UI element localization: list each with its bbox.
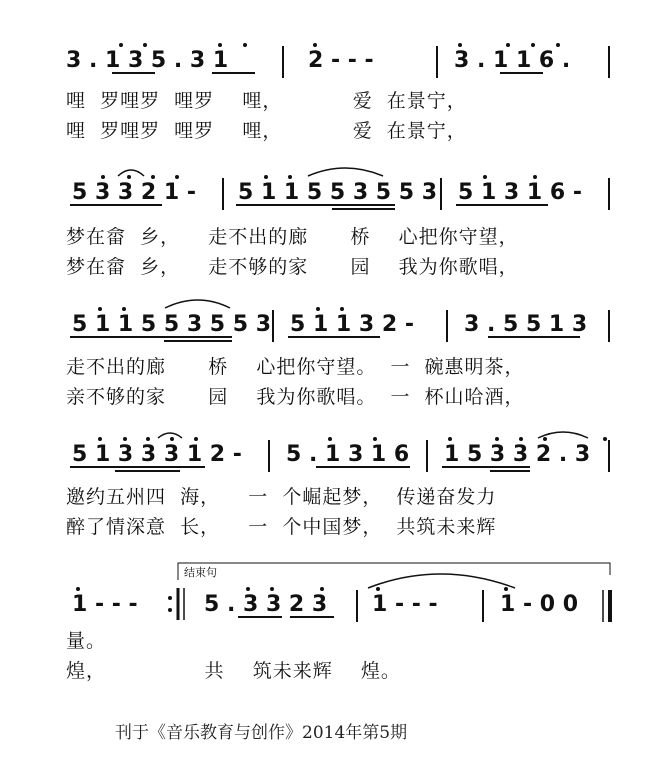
measure-5-notes: 5 1 1 5 5 3 5 5 3 — [238, 180, 438, 205]
lyrics-verse-2: 哩 罗哩罗 哩罗 哩， 爱 在景宁， — [66, 120, 467, 142]
lyrics-verse-2: 梦在畲 乡， 走不够的家 园 我为你歌唱， — [66, 256, 519, 278]
measure-16-notes: 1 - 0 0 — [500, 592, 579, 617]
barline — [482, 590, 484, 622]
lyrics-verse-1: 量。 — [66, 630, 107, 652]
measure-14-notes: 5 . 3 3 2 3 — [204, 592, 328, 617]
lyrics-verse-1: 邀约五州四 海， 一 个崛起梦， 传递奋发力 — [66, 486, 497, 508]
notation-row-3 — [0, 310, 665, 344]
barline — [282, 46, 284, 78]
barline — [436, 46, 438, 78]
lyrics-verse-2: 醉了情深意 长， 一 个中国梦， 共筑未来辉 — [66, 516, 497, 538]
measure-8-notes: 5 1 1 3 2 - — [290, 312, 414, 337]
barline — [608, 178, 610, 210]
measure-13-notes: 1 - - - — [72, 592, 138, 617]
barline — [446, 310, 448, 342]
barline — [608, 440, 610, 472]
barline — [356, 590, 358, 622]
barline — [272, 310, 274, 342]
barline — [268, 440, 270, 472]
barline — [608, 310, 610, 342]
measure-1-notes: 3 . 1 3 5 . 3 1 — [66, 48, 229, 73]
measure-12-notes: 1 5 3 3 2 . 3 — [444, 442, 591, 467]
measure-6-notes: 5 1 3 1 6 - — [458, 180, 582, 205]
measure-15-notes: 1 - - - — [372, 592, 438, 617]
notation-row-5 — [0, 590, 665, 624]
slur — [165, 300, 230, 308]
lyrics-verse-1: 走不出的廊 桥 心把你守望。 一 碗惠明茶， — [66, 356, 525, 378]
notation-row-4 — [0, 440, 665, 474]
ending-bracket — [178, 563, 610, 580]
lyrics-verse-1: 哩 罗哩罗 哩罗 哩， 爱 在景宁， — [66, 90, 467, 112]
measure-2-notes: 2 - - - — [308, 48, 374, 73]
slur — [158, 433, 182, 438]
notation-row-2 — [0, 178, 665, 212]
volta-bracket — [178, 563, 610, 580]
measure-11-notes: 5 . 1 3 1 6 — [286, 442, 410, 467]
measure-9-notes: 3 . 5 5 1 3 — [464, 312, 588, 337]
lyrics-verse-2: 煌， 共 筑未来辉 煌。 — [66, 660, 401, 682]
slur — [308, 168, 383, 176]
measure-4-notes: 5 3 3 2 1 - — [72, 180, 196, 205]
slur — [368, 574, 515, 588]
measure-7-notes: 5 1 1 5 5 3 5 5 3 — [72, 312, 272, 337]
lyrics-verse-1: 梦在畲 乡， 走不出的廊 桥 心把你守望， — [66, 226, 519, 248]
ending-label: 结束句 — [184, 566, 217, 579]
barline — [440, 178, 442, 210]
barline — [426, 440, 428, 472]
publication-footer: 刊于《音乐教育与创作》2014年第5期 — [115, 723, 408, 743]
measure-10-notes: 5 1 3 3 3 1 2 - — [72, 442, 242, 467]
lyrics-verse-2: 亲不够的家 园 我为你歌唱。 一 杯山哈酒， — [66, 386, 525, 408]
slur — [118, 170, 144, 176]
measure-3-notes: 3 . 1 1 6 . — [454, 48, 571, 73]
slur — [538, 432, 588, 438]
barline — [222, 178, 224, 210]
notation-row-1 — [0, 46, 665, 80]
barline — [608, 46, 610, 78]
